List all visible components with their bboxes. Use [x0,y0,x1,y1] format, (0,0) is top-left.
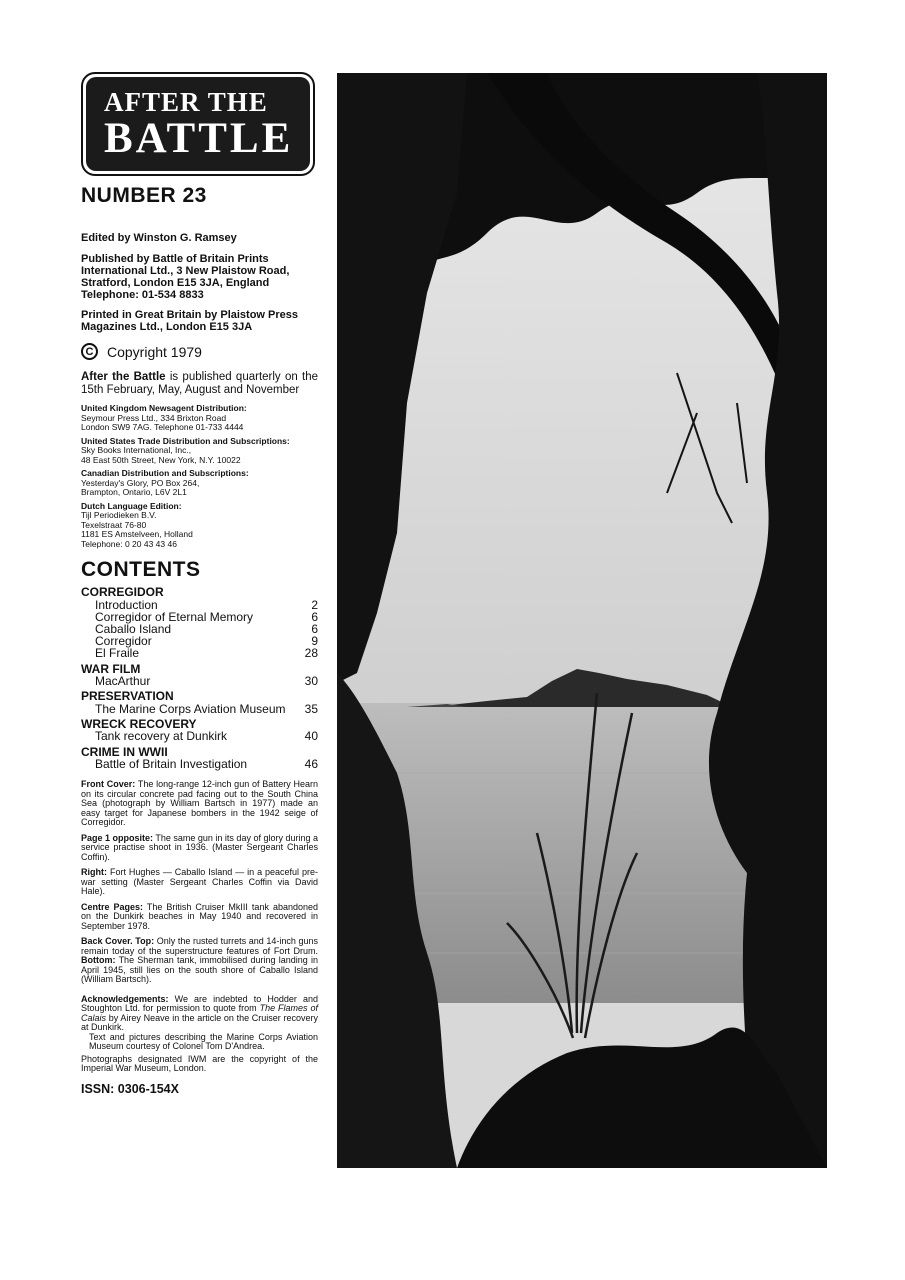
publication-note [81,371,318,396]
entry-title: Tank recovery at Dunkirk [95,729,228,744]
note-label: Centre Pages: [81,901,144,912]
entry-page: 30 [304,674,318,689]
publication-title: After the Battle [81,371,166,383]
distribution-uk [81,404,321,433]
entry-page: 6 [311,609,318,624]
distribution-heading: United Kingdom Newsagent Distribution: [81,403,247,413]
note-text: The British Cruiser MkIII tank abandoned on the Dunkirk beaches in May 1940 and recovered in September 1978. [81,901,319,931]
publisher-line: Telephone: 01-534 8833 [81,289,204,301]
note-label: Bottom: [81,955,116,966]
entry-page: 9 [311,634,318,649]
copyright-text: Copyright 1979 [107,343,202,360]
contents-list [81,586,318,770]
entry-page: 46 [304,757,318,772]
entry-title: Corregidor [95,634,152,649]
entry-page: 35 [304,701,318,716]
note-text: Only the rusted turrets and 14-inch guns remain today of the superstructure features of Fort Drum. [81,936,319,956]
distribution-us [81,437,321,466]
note-text: by Airey Neave in the article on the Cruiser recovery at Dunkirk. [81,1012,318,1033]
distribution-line: Sky Books International, Inc., [81,445,192,455]
copyright-line [81,343,321,360]
note-right [81,868,318,897]
entry-page: 40 [304,729,318,744]
book-title: The Flames of Calais [81,1003,318,1023]
note-label: Page 1 opposite: [81,832,154,843]
issue-number: NUMBER 23 [81,184,207,207]
distribution-heading: Dutch Language Edition: [81,500,182,511]
distribution-list [81,404,321,549]
note-text: The Sherman tank, immobilised during landing in April 1945, still lies on the south shore of Caballo Island (William Bartsch). [81,955,318,985]
contents-entry[interactable] [81,758,318,770]
note-text: Fort Hughes — Caballo Island — in a peaceful pre-war setting (Master Sergeant Charles Coffin via David Hale). [81,867,318,897]
entry-page: 6 [311,621,318,636]
masthead-logo [81,72,315,176]
contents-section: CORREGIDOR [81,585,164,599]
entry-title: MacArthur [95,674,151,689]
distribution-line: Brampton, Ontario, L6V 2L1 [81,487,187,497]
printer-line: Magazines Ltd., London E15 3JA [81,321,253,333]
contents-section: CRIME IN WWII [81,744,168,759]
copyright-icon: C [81,343,98,360]
contents-entry[interactable] [81,730,318,742]
distribution-heading: Canadian Distribution and Subscriptions: [81,468,249,478]
distribution-line: Texelstraat 76-80 [81,519,147,530]
distribution-heading: United States Trade Distribution and Subscriptions: [81,435,290,446]
note-label: Top: [135,936,155,947]
entry-title: The Marine Corps Aviation Museum [95,701,286,716]
entry-title: Caballo Island [95,621,172,636]
issn: ISSN: 0306-154X [81,1081,179,1096]
note-back-cover [81,937,318,985]
contents-section: WAR FILM [81,661,141,676]
contents-entry[interactable] [81,675,318,687]
cover-photo-caballo-island [337,73,827,1168]
distribution-line: 1181 ES Amstelveen, Holland [81,529,193,539]
masthead-line2: BATTLE [104,115,294,162]
note-label: Right: [81,867,107,878]
printer-info [81,309,321,333]
contents-entry[interactable] [81,599,318,611]
distribution-dutch [81,502,321,550]
distribution-line: Seymour Press Ltd., 334 Brixton Road [81,412,227,423]
note-text: The same gun in its day of glory during a service practise shoot in 1936. (Master Sergeant Charles Coffin). [81,832,318,862]
distribution-line: Tijl Periodieken B.V. [81,510,157,520]
note-text: We are indebted to Hodder and Stoughton Ltd. for permission to quote from [81,993,318,1014]
caption-notes [81,780,318,1074]
note-label: Back Cover. [81,936,133,947]
note-iwm: Photographs designated IWM are the copyright of the Imperial War Museum, London. [81,1053,318,1074]
note-page1 [81,834,318,863]
note-label: Acknowledgements: [81,993,169,1004]
entry-title: El Fraile [95,646,140,661]
entry-page: 2 [311,597,318,612]
editor-credit: Edited by Winston G. Ramsey [81,232,237,244]
entry-title: Introduction [95,597,158,612]
entry-title: Corregidor of Eternal Memory [95,609,254,624]
publisher-line: Stratford, London E15 3JA, England [81,277,270,289]
publisher-line: International Ltd., 3 New Plaistow Road, [81,265,290,277]
contents-entry[interactable] [81,647,318,659]
publisher-line: Published by Battle of Britain Prints [81,253,269,265]
distribution-line: London SW9 7AG. Telephone 01-733 4444 [81,422,244,432]
masthead-line1: AFTER THE [104,87,268,117]
note-centre-pages [81,903,318,932]
contents-section: WRECK RECOVERY [81,716,197,731]
publication-schedule: is published quarterly on the 15th February, May, August and November [81,371,318,396]
note-acknowledgements [81,995,318,1052]
contents-title: CONTENTS [81,558,201,581]
note-text: Text and pictures describing the Marine Corps Aviation Museum courtesy of Colonel Tom D'Andrea. [89,1031,318,1052]
note-front-cover [81,780,318,828]
photo-illustration [337,73,827,1168]
entry-page: 28 [304,646,318,661]
publisher-info [81,253,321,301]
contents-entry[interactable] [81,703,318,715]
note-label: Front Cover: [81,779,136,790]
printer-line: Printed in Great Britain by Plaistow Press [81,309,299,321]
distribution-line: 48 East 50th Street, New York, N.Y. 10022 [81,454,241,465]
entry-title: Battle of Britain Investigation [95,757,248,772]
distribution-line: Yesterday's Glory, PO Box 264, [81,477,200,488]
distribution-canada [81,469,321,498]
contents-section: PRESERVATION [81,689,174,704]
note-text: The long-range 12-inch gun of Battery Hearn on its circular concrete pad facing out to the South China Sea (photograph by William Bartsch in 1977) made an easy target for Japanese bombers in the 1942 seige of Corregidor. [81,779,319,828]
masthead-column [81,72,321,1096]
distribution-line: Telephone: 0 20 43 43 46 [81,538,177,549]
